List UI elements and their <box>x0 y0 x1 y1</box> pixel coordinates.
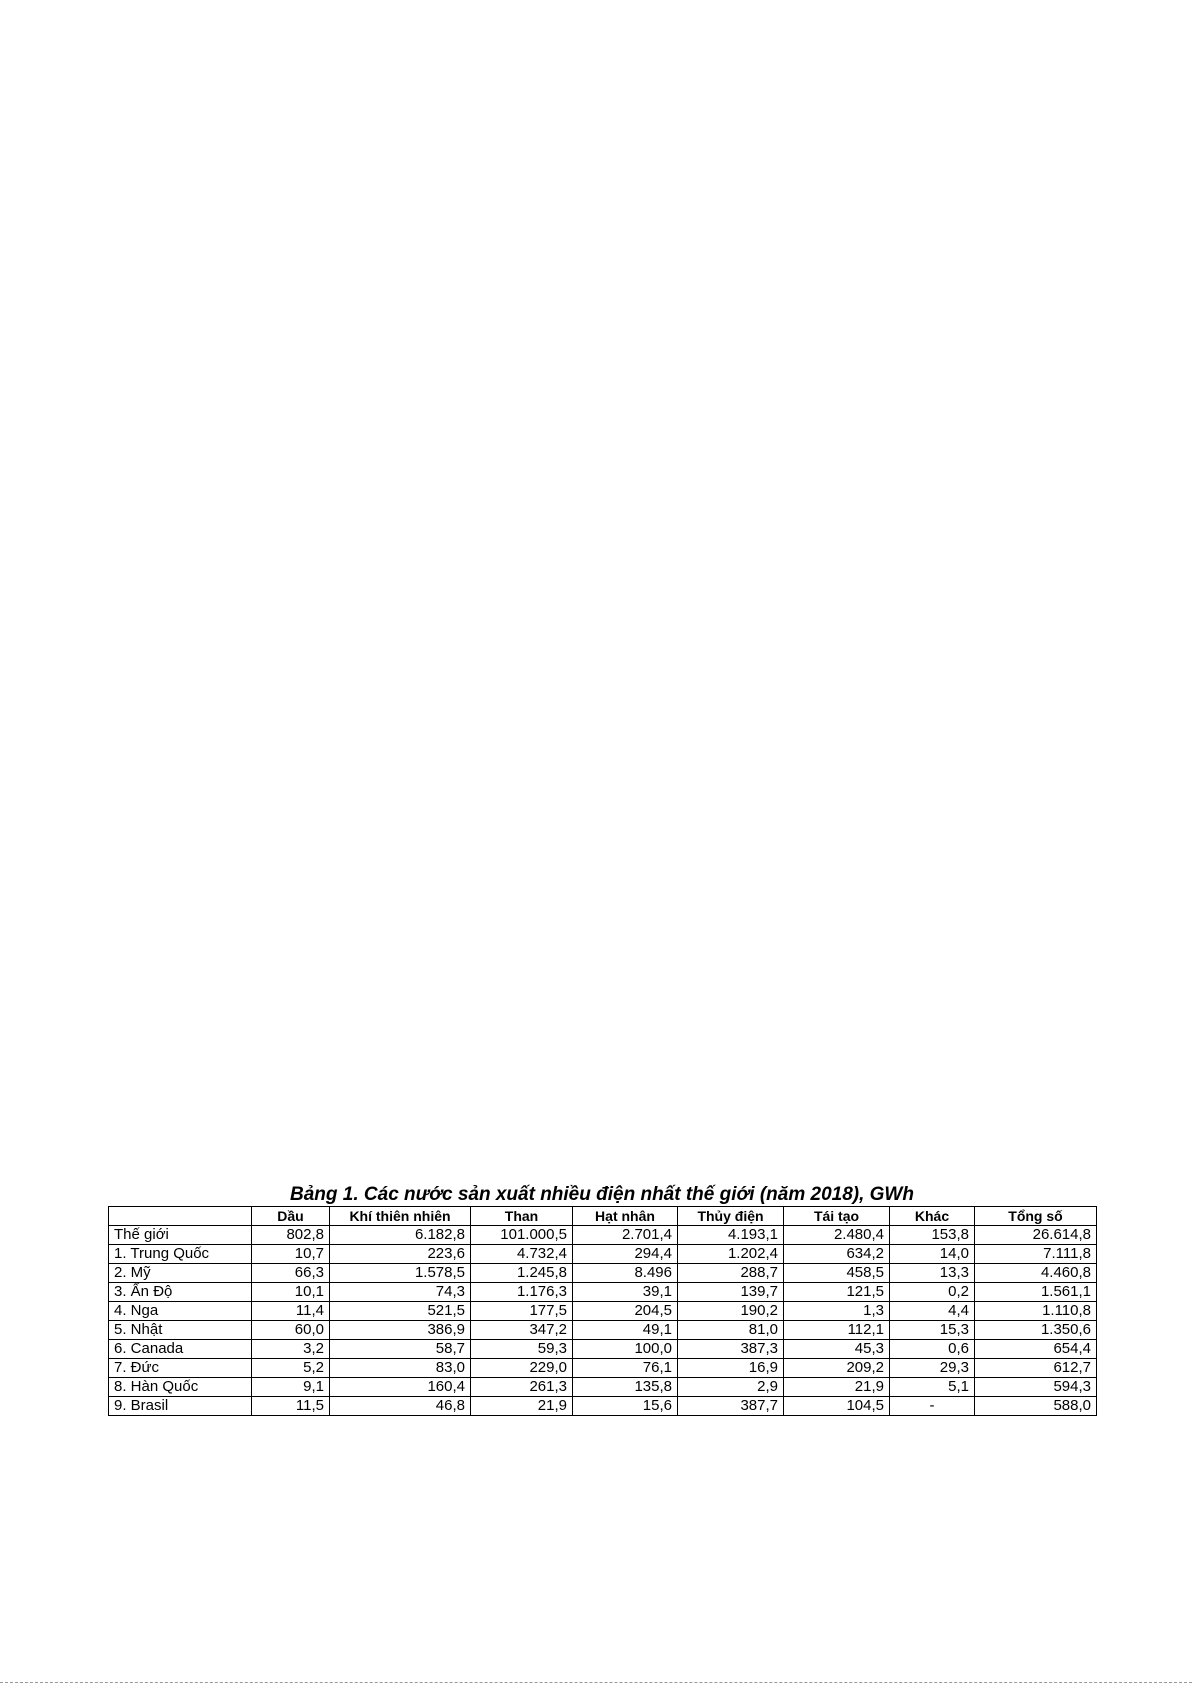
table-row <box>109 1302 1097 1321</box>
cell-other: 13,3 <box>890 1264 975 1283</box>
table-row <box>109 1264 1097 1283</box>
row-label: 9. Brasil <box>109 1397 252 1416</box>
cell-total: 1.561,1 <box>975 1283 1097 1302</box>
table-row <box>109 1226 1097 1245</box>
cell-other: 15,3 <box>890 1321 975 1340</box>
cell-other: 4,4 <box>890 1302 975 1321</box>
cell-oil: 10,7 <box>252 1245 330 1264</box>
cell-hydro: 139,7 <box>678 1283 784 1302</box>
cell-nuclear: 294,4 <box>573 1245 678 1264</box>
table-row <box>109 1321 1097 1340</box>
cell-natural-gas: 58,7 <box>330 1340 471 1359</box>
table-row <box>109 1245 1097 1264</box>
cell-renewable: 112,1 <box>784 1321 890 1340</box>
cell-oil: 11,4 <box>252 1302 330 1321</box>
cell-natural-gas: 83,0 <box>330 1359 471 1378</box>
cell-natural-gas: 386,9 <box>330 1321 471 1340</box>
cell-coal: 177,5 <box>471 1302 573 1321</box>
cell-natural-gas: 223,6 <box>330 1245 471 1264</box>
page-bottom-edge <box>0 1682 1192 1683</box>
cell-coal: 1.245,8 <box>471 1264 573 1283</box>
cell-coal: 261,3 <box>471 1378 573 1397</box>
row-label: 5. Nhật <box>109 1321 252 1340</box>
cell-other: 0,2 <box>890 1283 975 1302</box>
cell-coal: 4.732,4 <box>471 1245 573 1264</box>
header-oil: Dầu <box>252 1207 330 1226</box>
cell-natural-gas: 6.182,8 <box>330 1226 471 1245</box>
cell-other: 5,1 <box>890 1378 975 1397</box>
table-row <box>109 1340 1097 1359</box>
cell-renewable: 634,2 <box>784 1245 890 1264</box>
cell-nuclear: 8.496 <box>573 1264 678 1283</box>
table-row <box>109 1359 1097 1378</box>
cell-natural-gas: 46,8 <box>330 1397 471 1416</box>
electricity-table-block <box>108 1184 1096 1416</box>
table-row <box>109 1397 1097 1416</box>
cell-natural-gas: 160,4 <box>330 1378 471 1397</box>
header-natural-gas: Khí thiên nhiên <box>330 1207 471 1226</box>
cell-hydro: 1.202,4 <box>678 1245 784 1264</box>
row-label: 2. Mỹ <box>109 1264 252 1283</box>
cell-natural-gas: 1.578,5 <box>330 1264 471 1283</box>
header-hydro: Thủy điện <box>678 1207 784 1226</box>
cell-oil: 9,1 <box>252 1378 330 1397</box>
table-row <box>109 1283 1097 1302</box>
cell-natural-gas: 74,3 <box>330 1283 471 1302</box>
cell-oil: 3,2 <box>252 1340 330 1359</box>
row-label: 7. Đức <box>109 1359 252 1378</box>
cell-hydro: 288,7 <box>678 1264 784 1283</box>
cell-renewable: 209,2 <box>784 1359 890 1378</box>
cell-renewable: 121,5 <box>784 1283 890 1302</box>
cell-total: 612,7 <box>975 1359 1097 1378</box>
cell-other: 153,8 <box>890 1226 975 1245</box>
table-header-row <box>109 1207 1097 1226</box>
cell-coal: 21,9 <box>471 1397 573 1416</box>
cell-nuclear: 2.701,4 <box>573 1226 678 1245</box>
cell-renewable: 1,3 <box>784 1302 890 1321</box>
cell-other: 0,6 <box>890 1340 975 1359</box>
cell-total: 1.350,6 <box>975 1321 1097 1340</box>
cell-coal: 101.000,5 <box>471 1226 573 1245</box>
cell-other: - <box>890 1397 975 1416</box>
cell-hydro: 2,9 <box>678 1378 784 1397</box>
header-renewable: Tái tạo <box>784 1207 890 1226</box>
cell-hydro: 387,7 <box>678 1397 784 1416</box>
cell-total: 4.460,8 <box>975 1264 1097 1283</box>
cell-coal: 59,3 <box>471 1340 573 1359</box>
cell-oil: 10,1 <box>252 1283 330 1302</box>
cell-renewable: 45,3 <box>784 1340 890 1359</box>
cell-other: 14,0 <box>890 1245 975 1264</box>
cell-total: 1.110,8 <box>975 1302 1097 1321</box>
table-caption: Bảng 1. Các nước sản xuất nhiều điện nhất thế giới (năm 2018), GWh <box>290 1184 914 1205</box>
row-label: 8. Hàn Quốc <box>109 1378 252 1397</box>
header-other: Khác <box>890 1207 975 1226</box>
cell-nuclear: 204,5 <box>573 1302 678 1321</box>
cell-nuclear: 39,1 <box>573 1283 678 1302</box>
cell-renewable: 104,5 <box>784 1397 890 1416</box>
cell-nuclear: 15,6 <box>573 1397 678 1416</box>
cell-natural-gas: 521,5 <box>330 1302 471 1321</box>
cell-hydro: 16,9 <box>678 1359 784 1378</box>
cell-renewable: 2.480,4 <box>784 1226 890 1245</box>
cell-coal: 229,0 <box>471 1359 573 1378</box>
row-label: 3. Ấn Độ <box>109 1283 252 1302</box>
header-nuclear: Hạt nhân <box>573 1207 678 1226</box>
cell-hydro: 190,2 <box>678 1302 784 1321</box>
header-coal: Than <box>471 1207 573 1226</box>
cell-nuclear: 135,8 <box>573 1378 678 1397</box>
cell-total: 594,3 <box>975 1378 1097 1397</box>
cell-hydro: 4.193,1 <box>678 1226 784 1245</box>
cell-hydro: 387,3 <box>678 1340 784 1359</box>
cell-total: 654,4 <box>975 1340 1097 1359</box>
cell-oil: 5,2 <box>252 1359 330 1378</box>
cell-oil: 60,0 <box>252 1321 330 1340</box>
row-label: 1. Trung Quốc <box>109 1245 252 1264</box>
row-label: 6. Canada <box>109 1340 252 1359</box>
cell-coal: 1.176,3 <box>471 1283 573 1302</box>
cell-renewable: 21,9 <box>784 1378 890 1397</box>
cell-total: 588,0 <box>975 1397 1097 1416</box>
cell-oil: 11,5 <box>252 1397 330 1416</box>
row-label: 4. Nga <box>109 1302 252 1321</box>
cell-total: 26.614,8 <box>975 1226 1097 1245</box>
table-row <box>109 1378 1097 1397</box>
cell-hydro: 81,0 <box>678 1321 784 1340</box>
cell-other: 29,3 <box>890 1359 975 1378</box>
cell-nuclear: 76,1 <box>573 1359 678 1378</box>
row-label: Thế giới <box>109 1226 252 1245</box>
header-country <box>109 1207 252 1226</box>
cell-nuclear: 100,0 <box>573 1340 678 1359</box>
electricity-production-table <box>108 1206 1097 1416</box>
header-total: Tổng số <box>975 1207 1097 1226</box>
cell-renewable: 458,5 <box>784 1264 890 1283</box>
cell-oil: 802,8 <box>252 1226 330 1245</box>
cell-nuclear: 49,1 <box>573 1321 678 1340</box>
cell-total: 7.111,8 <box>975 1245 1097 1264</box>
cell-coal: 347,2 <box>471 1321 573 1340</box>
cell-oil: 66,3 <box>252 1264 330 1283</box>
